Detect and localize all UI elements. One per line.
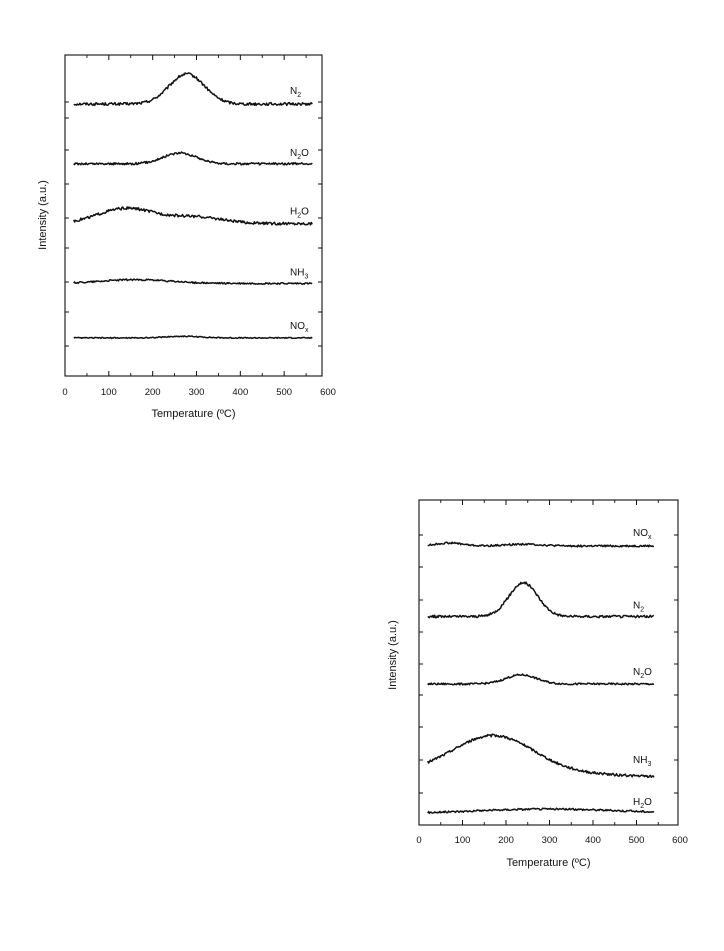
series-label-n2: $N_2$: [633, 600, 645, 614]
x-tick-label: 300: [541, 835, 558, 846]
chart-2: [387, 500, 688, 869]
series-line-nh3: [74, 279, 312, 284]
series-line-nox: [428, 542, 654, 547]
x-tick-label: 600: [672, 835, 688, 846]
series-label-n2o: $N_2O$: [633, 666, 652, 680]
x-tick-label: 0: [416, 835, 422, 846]
series-line-n2: [428, 582, 654, 618]
x-tick-label: 400: [585, 835, 601, 846]
x-tick-label: 200: [498, 835, 514, 846]
series-line-h2o: [428, 808, 654, 813]
x-axis-label: Temperature (ºC): [151, 408, 236, 420]
y-axis-label: Intensity (a.u.): [37, 180, 49, 250]
chart-1: [37, 55, 336, 420]
x-tick-label: 600: [320, 387, 336, 398]
x-tick-label: 200: [144, 387, 161, 398]
x-tick-label: 100: [100, 387, 117, 398]
series-label-n2: $N_2$: [290, 85, 302, 99]
series-label-nh3: $NH_3$: [290, 267, 309, 281]
x-tick-label: 100: [454, 835, 471, 846]
x-tick-label: 400: [232, 387, 249, 398]
x-tick-label: 300: [188, 387, 205, 398]
series-line-nox: [74, 336, 312, 339]
x-tick-label: 500: [276, 387, 293, 398]
series-label-nox: $NO_x$: [290, 320, 309, 334]
series-line-n2o: [74, 152, 312, 165]
y-axis-label: Intensity (a.u.): [387, 620, 399, 690]
series-line-n2: [74, 73, 312, 105]
x-tick-label: 0: [62, 387, 68, 398]
series-label-nox: $NO_x$: [633, 527, 652, 541]
series-label-n2o: $N_2O$: [290, 147, 309, 161]
series-line-h2o: [74, 207, 312, 225]
series-label-nh3: $NH_3$: [633, 755, 652, 769]
series-line-n2o: [428, 674, 654, 685]
series-line-nh3: [428, 734, 654, 777]
series-label-h2o: $H_2O$: [290, 206, 309, 220]
x-axis-label: Temperature (ºC): [506, 857, 591, 869]
x-tick-label: 500: [628, 835, 645, 846]
series-label-h2o: $H_2O$: [633, 796, 652, 810]
